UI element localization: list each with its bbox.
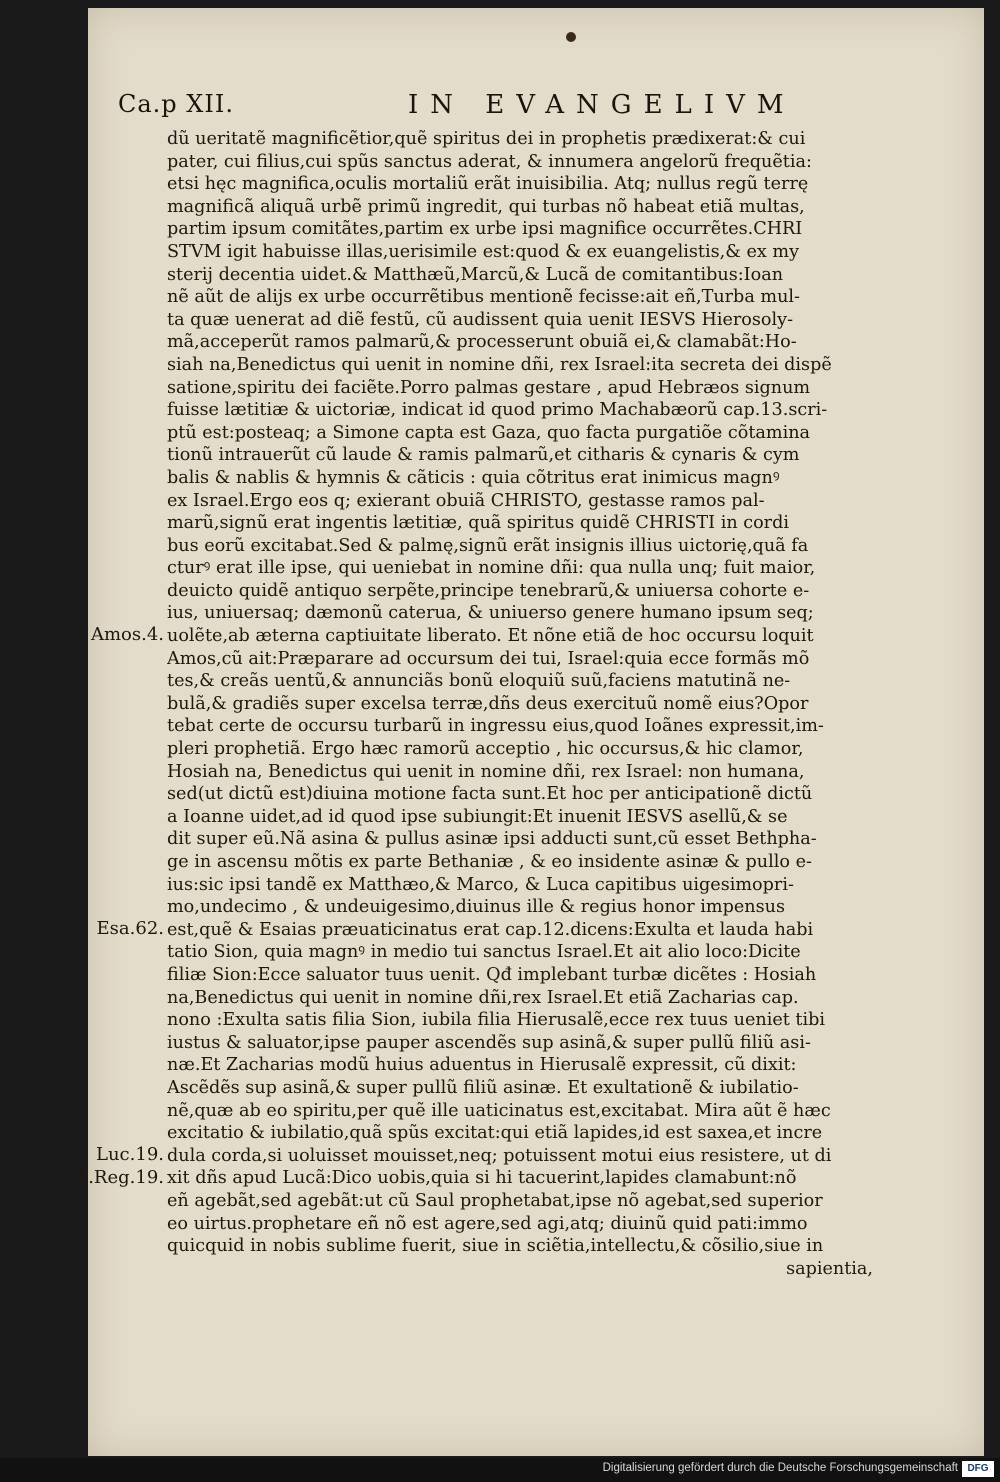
text-line: ex Israel.Ergo eos q; exierant obuiã CHRISTO, gestasse ramos pal- [167,490,765,511]
text-line: sterij decentia uidet.& Matthæũ,Marcũ,& Lucã de comitantibus:Ioan [167,264,784,285]
text-line: a Ioanne uidet,ad id quod ipse subiungit:Et inuenit IESVS asellũ,& se [167,806,788,827]
text-line: filiæ Sion:Ecce saluator tuus uenit. Qđ implebant turbæ dicẽtes : Hosiah [167,964,817,985]
text-line: pleri prophetiã. Ergo hæc ramorũ acceptio , hic occursus,& hic clamor, [167,739,804,760]
chapter-label: Ca.p XII. [118,90,234,118]
margin-note: Amos.4. [90,624,164,646]
text-line: sed(ut dictũ est)diuina motione facta sunt.Et hoc per anticipationẽ dictũ [167,784,813,805]
page-title: IN EVANGELIVM [408,90,796,120]
text-line: Amos,cũ ait:Præparare ad occursum dei tui, Israel:quia ecce formãs mõ [167,648,810,669]
text-line: tatio Sion, quia magnꝰ in medio tui sanctus Israel.Et ait alio loco:Dicite [167,942,801,963]
text-line: Ascẽdẽs sup asinã,& super pullũ filiũ asinæ. Et exultationẽ & iubilatio- [167,1077,799,1098]
text-line: tebat certe de occursu turbarũ in ingressu eius,quod Ioãnes expressit,im- [167,716,824,737]
text-line: marũ,signũ erat ingentis lætitiæ, quã spiritus quidẽ CHRISTI in cordi [167,513,789,534]
text-line: bulã,& gradiẽs super excelsa terræ,dñs deus exercituũ nomẽ eius?Opor [167,693,809,714]
page-stain [566,32,576,42]
text-line: Hosiah na, Benedictus qui uenit in nomine dñi, rex Israel: non humana, [167,761,805,782]
text-line: næ.Et Zacharias modũ huius aduentus in Hierusalẽ expressit, cũ dixit: [167,1055,797,1076]
text-line: quicquid in nobis sublime fuerit, siue in sciẽtia,intellectu,& cõsilio,siue in [167,1236,824,1257]
text-line: siah na,Benedictus qui uenit in nomine dñi, rex Israel:ita secreta dei dispẽ [167,354,832,375]
text-line: ius:sic ipsi tandẽ ex Matthæo,& Marco, & Luca capitibus uigesimopri- [167,874,794,895]
text-line: fuisse lætitiæ & uictoriæ, indicat id quod primo Machabæorũ cap.13.scri- [167,400,828,421]
margin-note: Esa.62. [96,918,164,939]
text-line: uolẽte,ab æterna captiuitate liberato. Et nõne etiã de hoc occursu loquit [167,626,814,647]
text-line: bus eorũ excitabat.Sed & palmę,signũ erãt insignis illius uictorię,quã fa [167,535,809,556]
margin-note: Luc.19. [96,1144,164,1165]
text-line: magnificã aliquã urbẽ primũ ingredit, qui turbas nõ habeat etiã multas, [167,196,805,217]
text-line: iustus & saluator,ipse pauper ascendẽs sup asinã,& super pullũ filiũ asi- [167,1032,811,1053]
text-line: STVM igit habuisse illas,uerisimile est:quod & ex euangelistis,& ex my [167,241,800,262]
footer-bar [0,1458,1000,1482]
text-line: partim ipsum comitãtes,partim ex urbe ipsi magnifice occurrẽtes.CHRI [167,219,803,240]
text-line: mã,acceperũt ramos palmarũ,& processerunt obuiã ei,& clamabãt:Ho- [167,332,797,353]
text-line: tes,& creãs uentũ,& annunciãs bonũ eloquiũ suũ,faciens matutinã ne- [167,671,791,692]
text-line: ius, uniuersaq; dæmonũ caterua, & uniuerso genere humano ipsum seq; [167,603,814,624]
text-line: est,quẽ & Esaias præuaticinatus erat cap.12.dicens:Exulta et lauda habi [167,919,814,940]
text-line: nẽ,quæ ab eo spiritu,per quẽ ille uaticinatus est,excitabat. Mira aũt ẽ hæc [167,1100,831,1121]
dfg-logo-icon: DFG [962,1461,994,1477]
text-line: ptũ est:posteaq; a Simone capta est Gaza, quo facta purgatiõe cõtamina [167,422,811,443]
text-line: xit dñs apud Lucã:Dico uobis,quia si hi tacuerint,lapides clamabunt:nõ [167,1168,797,1189]
text-line: etsi hęc magnifica,oculis mortaliũ erãt inuisibilia. Atq; nullus regũ terrę [167,174,809,195]
text-line: eo uirtus.prophetare eñ nõ est agere,sed agi,atq; diuinũ quid pati:immo [167,1213,808,1234]
text-line: mo,undecimo , & undeuigesimo,diuinus ille & regius honor impensus [167,897,785,918]
footer-credit: Digitalisierung gefördert durch die Deutsche Forschungsgemeinschaft [602,1462,958,1474]
text-line: nẽ aũt de alijs ex urbe occurrẽtibus mentionẽ fecisse:ait eñ,Turba mul- [167,287,800,308]
text-line: pater, cui filius,cui spũs sanctus aderat, & innumera angelorũ frequẽtia: [167,151,812,172]
text-line: cturꝰ erat ille ipse, qui ueniebat in nomine dñi: qua nulla unq; fuit maior, [167,558,816,579]
text-line: na,Benedictus qui uenit in nomine dñi,rex Israel.Et etiã Zacharias cap. [167,987,799,1008]
text-line: balis & nablis & hymnis & cãticis : quia cõtritus erat inimicus magnꝰ [167,467,780,488]
text-line: dula corda,si uoluisset mouisset,neq; potuissent motui eius resistere, ut di [167,1145,832,1166]
text-line: eñ agebãt,sed agebãt:ut cũ Saul prophetabat,ipse nõ agebat,sed superior [167,1190,823,1211]
text-line: sapientia, [786,1258,873,1279]
text-line: satione,spiritu dei faciẽte.Porro palmas gestare , apud Hebræos signum [167,377,811,398]
text-line: dũ ueritatẽ magnificẽtior,quẽ spiritus dei in prophetis prædixerat:& cui [167,129,806,149]
text-line: excitatio & iubilatio,quã spũs excitat:qui etiã lapides,id est saxea,et incre [167,1123,823,1144]
text-line: nono :Exulta satis filia Sion, iubila filia Hierusalẽ,ecce rex tuus ueniet tibi [167,1010,826,1031]
margin-note: 1.Reg.19. [76,1166,164,1188]
text-line: tionũ intrauerũt cũ laude & ramis palmarũ,et citharis & cynaris & cym [167,445,800,466]
text-line: deuicto quidẽ antiquo serpẽte,principe tenebrarũ,& uniuersa cohorte e- [167,580,810,601]
body-text [167,128,873,1280]
text-line: ge in ascensu mõtis ex parte Bethaniæ , & eo insidente asinæ & pullo e- [167,852,812,872]
text-line: dit super eũ.Nã asina & pullus asinæ ipsi adducti sunt,cũ esset Bethpha- [167,829,817,850]
text-line: ta quæ uenerat ad diẽ festũ, cũ audissent quia uenit IESVS Hierosoly- [167,309,794,330]
running-head [88,90,984,130]
